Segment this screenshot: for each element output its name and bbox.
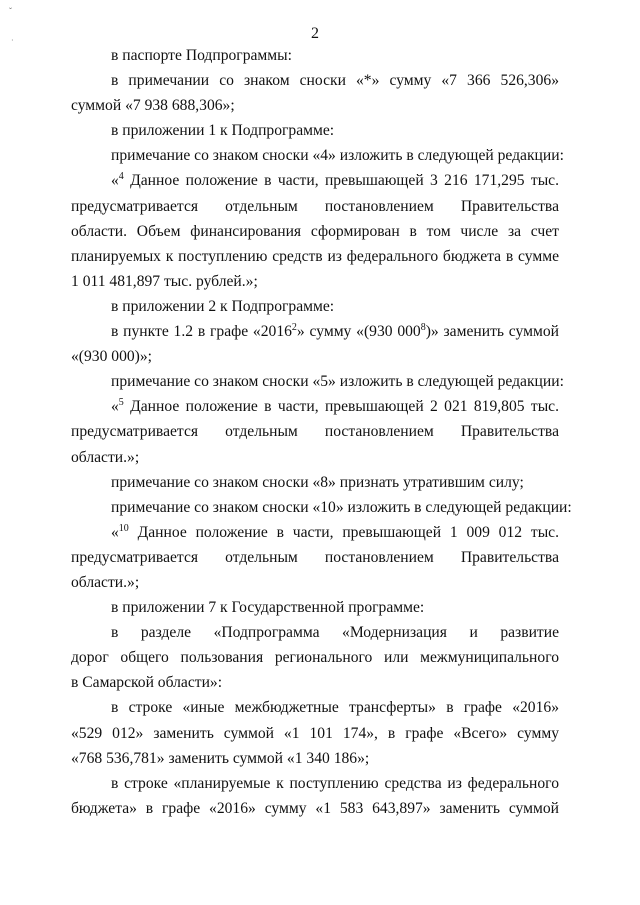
paragraph-line: суммой «7 938 688,306»;	[71, 97, 235, 115]
paragraph-line: «$^4$ Данное положение в части, превышающей 3 216 171,295 тыс.	[111, 171, 559, 190]
paragraph-line: «$^5$ Данное положение в части, превышающей 2 021 819,805 тыс.	[111, 397, 559, 416]
paragraph-line: 1 011 481,897 тыс. рублей.»;	[71, 272, 258, 290]
paragraph-line: в приложении 2 к Подпрограмме:	[111, 297, 335, 315]
paragraph-line: в строке «иные межбюджетные трансферты» в графе «2016»	[111, 699, 559, 717]
paragraph-line: примечание со знаком сноски «8» признать утратившим силу;	[111, 473, 524, 491]
paragraph-line: предусматривается отдельным постановлением Правительства	[71, 197, 559, 215]
footnote-marker: 4	[118, 171, 124, 183]
paragraph-line: «(930 000)»;	[71, 348, 152, 366]
paragraph-line: «529 012» заменить суммой «1 101 174», в графе «Всего» сумму	[71, 724, 559, 742]
paragraph-line: в Самарской области»:	[71, 674, 223, 692]
paragraph-line: примечание со знаком сноски «5» изложить в следующей редакции:	[111, 373, 564, 391]
paragraph-line: «$^{10}$ Данное положение в части, превышающей 1 009 012 тыс.	[111, 522, 559, 541]
paragraph-line: планируемых к поступлению средств из федерального бюджета в сумме	[71, 247, 559, 265]
paragraph-line: области.»;	[71, 448, 140, 466]
paragraph-line: предусматривается отдельным постановлением Правительства	[71, 548, 559, 566]
paragraph-line: области.»;	[71, 573, 140, 591]
paragraph-line: в паспорте Подпрограммы:	[111, 47, 292, 64]
paragraph-line: в приложении 1 к Подпрограмме:	[111, 122, 335, 140]
paragraph-line: примечание со знаком сноски «10» изложить в следующей редакции:	[111, 498, 572, 516]
paragraph-line: примечание со знаком сноски «4» изложить в следующей редакции:	[111, 147, 564, 165]
page-number: 2	[311, 25, 319, 42]
paragraph-line: в пункте 1.2 в графе «2016$^2$» сумму «(930 $000^8$)» заменить суммой	[111, 322, 559, 341]
footnote-marker: 10	[118, 522, 129, 534]
paragraph-line: в разделе «Подпрограмма «Модернизация и развитие	[111, 624, 559, 642]
scan-side-mark: ·	[11, 36, 14, 45]
paragraph-line: в примечании со знаком сноски «*» сумму «7 366 526,306»	[111, 72, 559, 90]
scan-corner-mark: ˇ	[9, 6, 12, 16]
footnote-marker: 2	[291, 322, 297, 334]
footnote-marker: 8	[420, 322, 426, 334]
paragraph-line: области. Объем финансирования сформирован в том числе за счет	[71, 222, 559, 240]
document-body	[71, 43, 572, 821]
paragraph-line: в строке «планируемые к поступлению средства из федерального	[111, 774, 559, 792]
paragraph-line: дорог общего пользования регионального или межмуниципального	[71, 649, 559, 667]
paragraph-line: в приложении 7 к Государственной программе:	[111, 599, 425, 617]
paragraph-line: бюджета» в графе «2016» сумму «1 583 643,897» заменить суммой	[71, 799, 559, 817]
paragraph-line: предусматривается отдельным постановлением Правительства	[71, 423, 559, 441]
footnote-marker: 5	[118, 397, 124, 409]
paragraph-line: «768 536,781» заменить суммой «1 340 186»;	[71, 749, 370, 767]
